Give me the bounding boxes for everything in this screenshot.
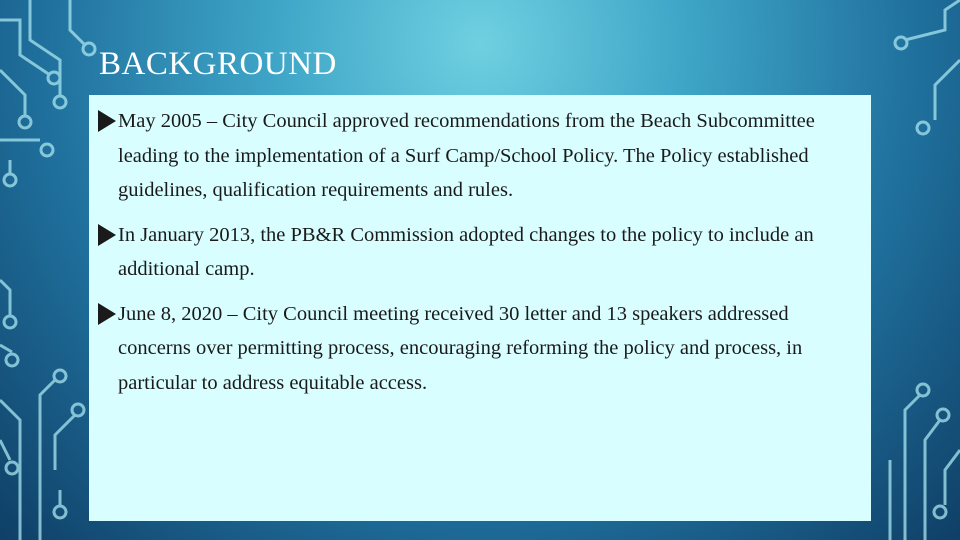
bullet-item bbox=[116, 218, 851, 287]
bullet-text: In January 2013, the PB&R Commission adopted changes to the policy to include an additional camp. bbox=[118, 223, 814, 280]
bullet-item bbox=[116, 104, 851, 208]
bullet-text: May 2005 – City Council approved recommendations from the Beach Subcommittee leading to the implementation of a Surf Camp/School Policy. The Policy established guidelines, qualification requirements and rules. bbox=[118, 110, 815, 201]
bullet-item bbox=[116, 297, 851, 401]
arrow-bullet-icon bbox=[98, 110, 116, 132]
arrow-bullet-icon bbox=[98, 303, 116, 325]
bullet-text: June 8, 2020 – City Council meeting received 30 letter and 13 speakers addressed concerns over permitting process, encouraging reforming the policy and process, in particular to address equitable access. bbox=[118, 302, 803, 394]
content-panel bbox=[89, 95, 871, 521]
slide-title: BACKGROUND bbox=[99, 46, 337, 82]
arrow-bullet-icon bbox=[98, 224, 116, 246]
